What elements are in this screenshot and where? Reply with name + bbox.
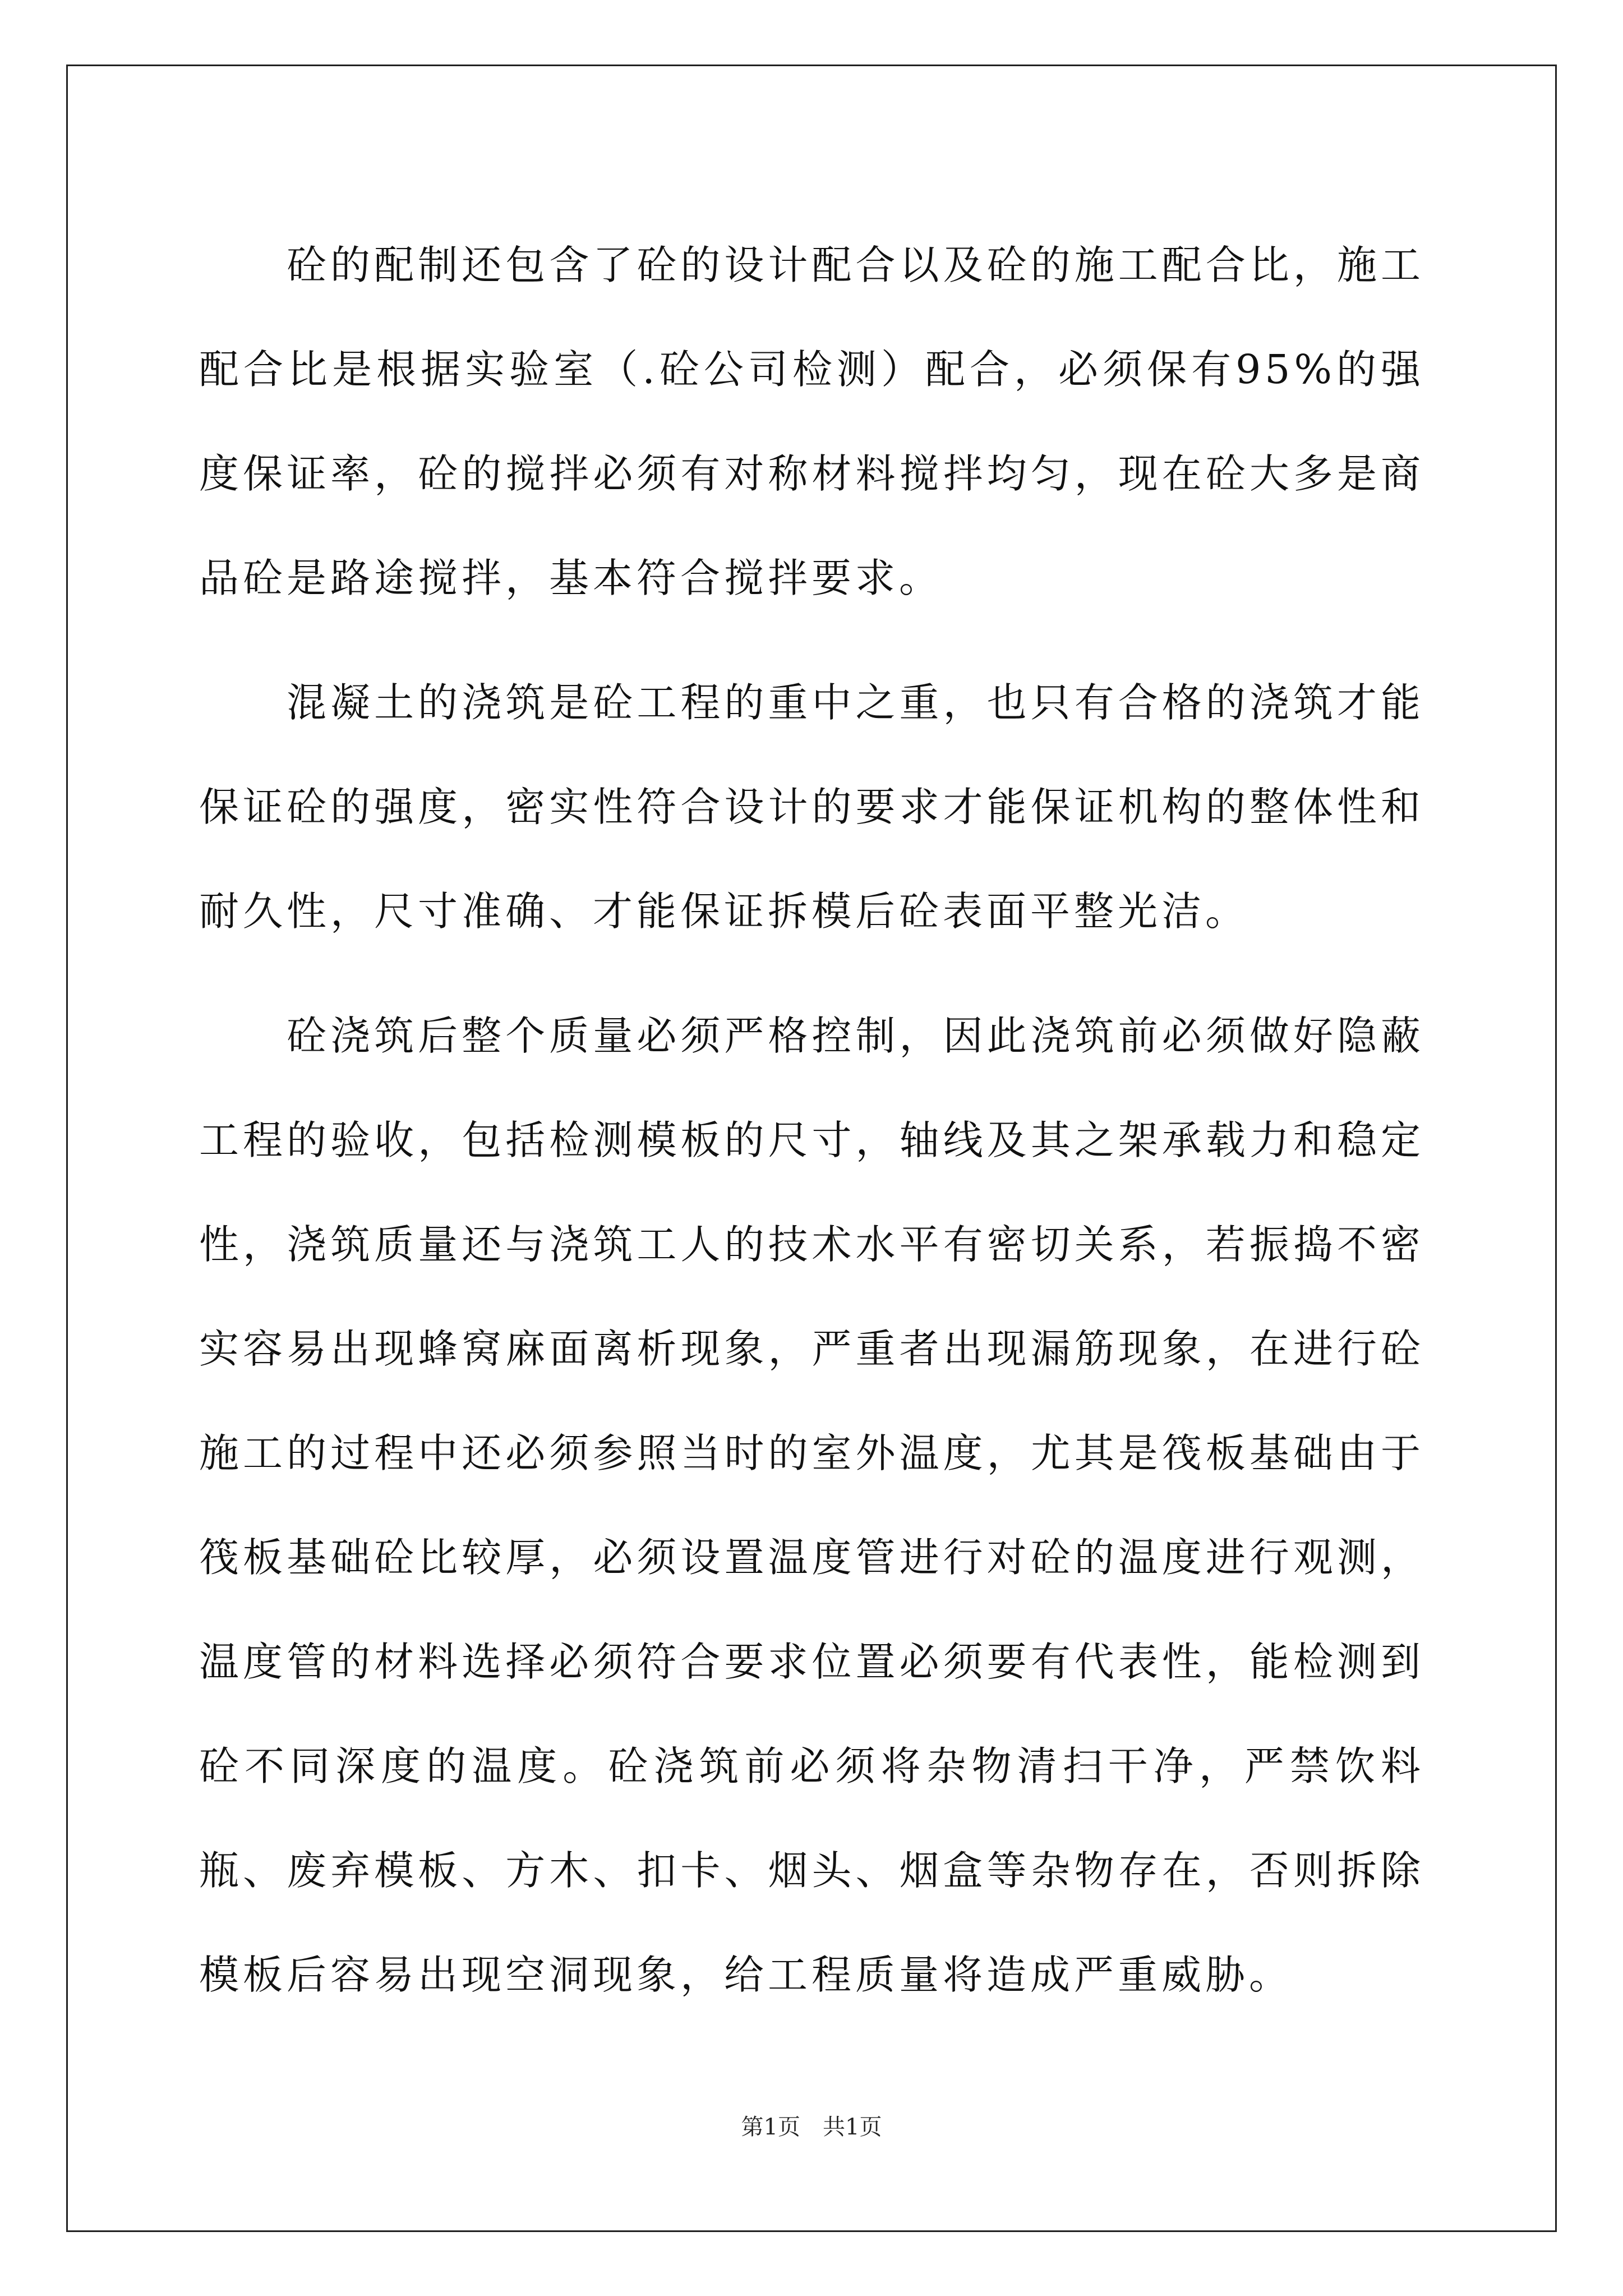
document-body: [199, 213, 1424, 2047]
page-footer: 第1页 共1页: [741, 2114, 882, 2140]
paragraph-2: 混凝土的浇筑是砼工程的重中之重，也只有合格的浇筑才能保证砼的强度，密实性符合设计的要求才能保证机构的整体性和耐久性，尺寸准确、才能保证拆模后砼表面平整光洁。: [199, 679, 1424, 935]
paragraph-3: 砼浇筑后整个质量必须严格控制，因此浇筑前必须做好隐蔽工程的验收，包括检测模板的尺寸，轴线及其之架承载力和稳定性，浇筑质量还与浇筑工人的技术水平有密切关系，若振捣不密实容易出现蜂窝麻面离析现象，严重者出现漏筋现象，在进行砼施工的过程中还必须参照当时的室外温度，尤其是筏板基础由于筏板基础砼比较厚，必须设置温度管进行对砼的温度进行观测，温度管的材料选择必须符合要求位置必须要有代表性，能检测到砼不同深度的温度。砼浇筑前必须将杂物清扫干净，严禁饮料瓶、废弃模板、方木、扣卡、烟头、烟盒等杂物存在，否则拆除模板后容易出现空洞现象，给工程质量将造成严重威胁。: [199, 1013, 1424, 1998]
paragraph-1: 砼的配制还包含了砼的设计配合以及砼的施工配合比，施工配合比是根据实验室（.砼公司检测）配合，必须保有95%的强度保证率，砼的搅拌必须有对称材料搅拌均匀，现在砼大多是商品砼是路途搅拌，基本符合搅拌要求。: [199, 242, 1424, 601]
